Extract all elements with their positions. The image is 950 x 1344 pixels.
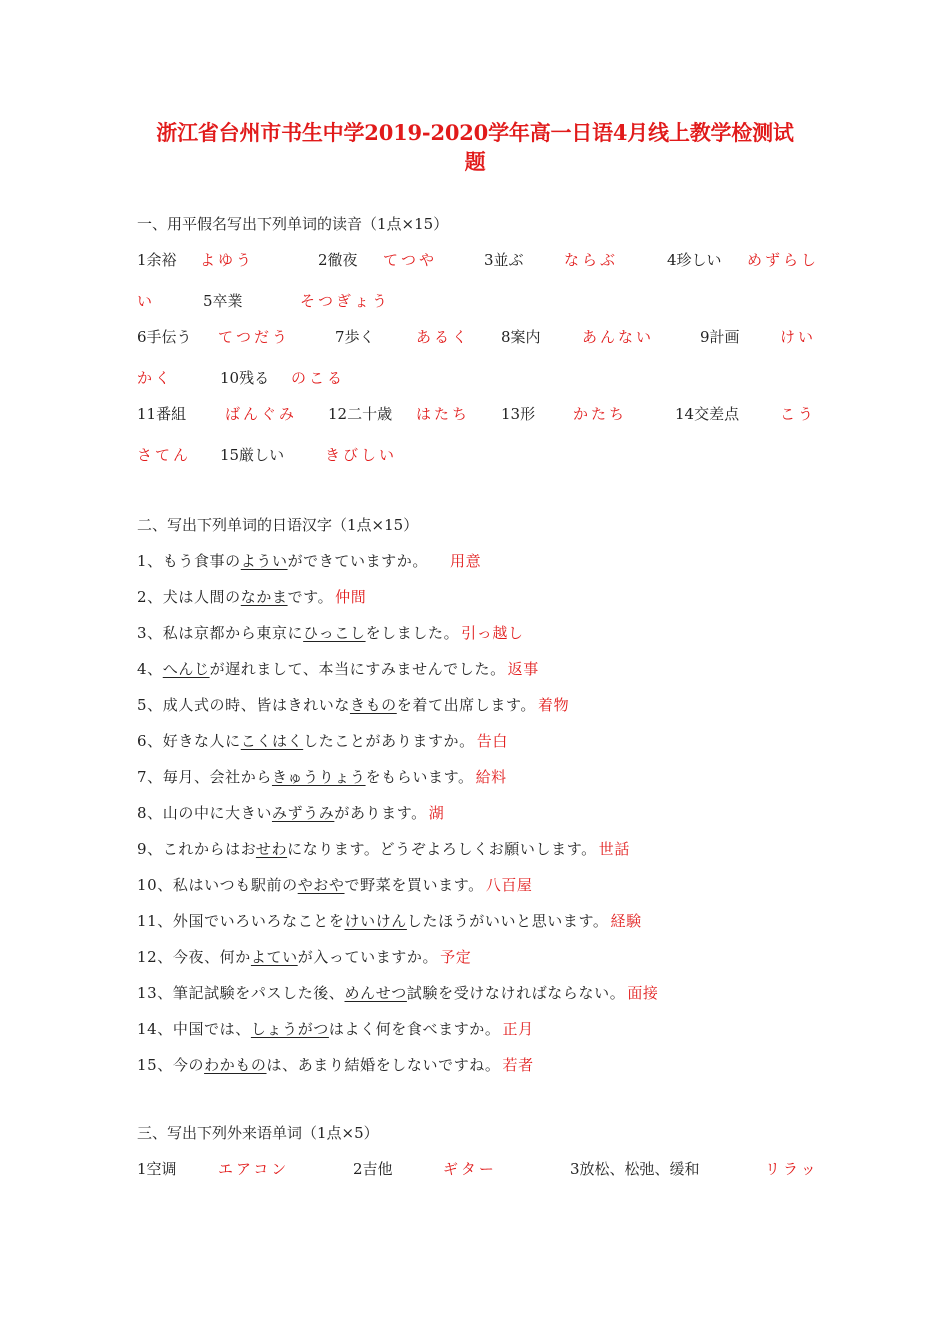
question-word: 8案内 [501,328,541,346]
answer-reading: てつだう [218,328,291,346]
question-word: 7歩く [335,328,375,346]
item-suffix: したことがありますか。 [303,732,475,750]
underlined-reading: ようい [240,552,288,570]
section2-item-15 [137,1054,534,1075]
underlined-reading: ひっこし [303,624,366,642]
answer-reading: よゆう [200,251,255,269]
item-prefix: 8、山の中に大きい [137,804,272,822]
item-prefix: 11、外国でいろいろなことを [137,912,345,930]
item-suffix: になります。どうぞよろしくお願いします。 [287,840,597,858]
section2-item-10 [137,874,533,895]
section1-row-1 [0,249,950,273]
underlined-reading: わかもの [204,1056,267,1074]
answer-kanji: 正月 [502,1020,534,1038]
section2-item-2 [137,586,366,607]
question-word: 10残る [220,369,270,387]
section2-item-12 [137,946,471,967]
answer-kanji: 給料 [475,768,507,786]
section1-row-3 [0,326,950,350]
item-suffix: で野菜を買います。 [344,876,484,894]
underlined-reading: きゅうりょう [271,768,366,786]
answer-kanji: 予定 [440,948,472,966]
answer-kanji: 経験 [610,912,642,930]
answer-kanji: 仲間 [335,588,367,606]
item-suffix: があります。 [334,804,427,822]
underlined-reading: しょうがつ [250,1020,329,1038]
item-prefix: 10、私はいつも駅前の [137,876,298,894]
question-word: 6手伝う [137,328,192,346]
section3-row [0,1158,950,1182]
answer-reading: のこる [291,369,346,387]
item-prefix: 2、犬は人間の [137,588,241,606]
item-prefix: 3、私は京都から東京に [137,624,304,642]
answer-reading: かたち [573,405,628,423]
underlined-reading: へんじ [162,660,210,678]
title-line-1: 浙江省台州市书生中学2019-2020学年高一日语4月线上教学检测试 [156,120,794,145]
question-word: 1空调 [137,1160,177,1178]
item-prefix: 12、今夜、何か [137,948,251,966]
item-suffix: です。 [287,588,334,606]
item-suffix: はよく何を食べますか。 [328,1020,501,1038]
item-prefix: 4、 [137,660,163,678]
answer-reading: あるく [416,328,471,346]
answer-reading: てつや [383,251,438,269]
item-prefix: 6、好きな人に [137,732,241,750]
item-prefix: 9、これからはお [137,840,256,858]
section2-item-13 [137,982,659,1003]
answer-reading: こう [780,405,817,423]
section1-row-2 [0,290,950,314]
section2-item-3 [137,622,524,643]
answer-reading: ならぶ [564,251,619,269]
section2-item-1 [137,550,481,571]
item-suffix: をしました。 [365,624,460,642]
item-suffix: ができていますか。 [287,552,428,570]
answer-reading: さてん [137,446,192,464]
question-word: 3並ぶ [484,251,524,269]
item-suffix: 試験を受けなければならない。 [406,984,626,1002]
question-word: 15厳しい [220,446,285,464]
answer-kanji: 告白 [476,732,508,750]
underlined-reading: みずうみ [271,804,335,822]
section1-row-4 [0,367,950,391]
item-prefix: 5、成人式の時、皆はきれいな [137,696,350,714]
item-prefix: 7、毎月、会社から [137,768,272,786]
answer-kanji: 八百屋 [485,876,533,894]
question-word: 1余裕 [137,251,177,269]
answer-reading: めずらし [747,251,820,269]
answer-reading: けい [780,328,817,346]
answer-katakana: エアコン [218,1160,290,1178]
underlined-reading: きもの [349,696,397,714]
underlined-reading: よてい [250,948,298,966]
underlined-reading: せわ [255,840,288,858]
item-prefix: 13、筆記試験をパスした後、 [137,984,345,1002]
section1-row-6 [0,444,950,468]
underlined-reading: やおや [297,876,345,894]
answer-reading: はたち [416,405,471,423]
answer-kanji: 若者 [502,1056,534,1074]
answer-reading: そつぎょう [300,292,391,310]
answer-reading: あんない [582,328,655,346]
question-word: 3放松、松弛、缓和 [570,1160,700,1178]
answer-kanji: 世話 [598,840,630,858]
section2-item-6 [137,730,508,751]
answer-kanji: 返事 [507,660,539,678]
item-suffix: を着て出席します。 [396,696,536,714]
document-title [120,118,830,176]
section1-row-5 [0,403,950,427]
question-word: 9計画 [700,328,740,346]
item-suffix: したほうがいいと思います。 [406,912,609,930]
question-word: 2吉他 [353,1160,393,1178]
answer-katakana: ギター [443,1160,497,1178]
question-word: 4珍しい [667,251,722,269]
answer-kanji: 湖 [428,804,445,822]
answer-kanji: 面接 [627,984,659,1002]
answer-reading: ばんぐみ [225,405,298,423]
section2-heading: 二、写出下列单词的日语汉字（1点×15） [137,516,419,534]
question-word: 2徹夜 [318,251,358,269]
underlined-reading: こくはく [240,732,304,750]
underlined-reading: けいけん [344,912,407,930]
question-word: 12二十歳 [328,405,393,423]
answer-reading: い [137,292,156,310]
underlined-reading: めんせつ [344,984,407,1002]
section1-heading: 一、用平假名写出下列单词的读音（1点×15） [137,215,449,233]
item-suffix: は、あまり結婚をしないですね。 [266,1056,501,1074]
answer-kanji: 着物 [537,696,570,714]
section2-item-5 [137,694,569,715]
section2-item-7 [137,766,507,787]
section2-item-9 [137,838,630,859]
section2-item-14 [137,1018,534,1039]
item-suffix: が入っていますか。 [297,948,439,966]
item-suffix: が遅れまして、本当にすみませんでした。 [209,660,506,678]
question-word: 13形 [501,405,536,423]
answer-reading: かく [137,369,174,387]
answer-katakana: リラッ [765,1160,819,1178]
item-prefix: 15、今の [137,1056,205,1074]
question-word: 14交差点 [675,405,740,423]
item-suffix: をもらいます。 [365,768,474,786]
question-word: 5卒業 [203,292,243,310]
question-word: 11番組 [137,405,187,423]
answer-reading: きびしい [325,446,398,464]
item-prefix: 1、もう食事の [137,552,241,570]
title-line-2: 题 [464,149,486,174]
section2-item-11 [137,910,642,931]
answer-kanji: 用意 [449,552,482,570]
section2-item-8 [137,802,444,823]
answer-kanji: 引っ越し [461,624,524,642]
underlined-reading: なかま [240,588,288,606]
section2-item-4 [137,658,539,679]
item-prefix: 14、中国では、 [137,1020,251,1038]
section3-heading: 三、写出下列外来语单词（1点×5） [137,1124,379,1142]
